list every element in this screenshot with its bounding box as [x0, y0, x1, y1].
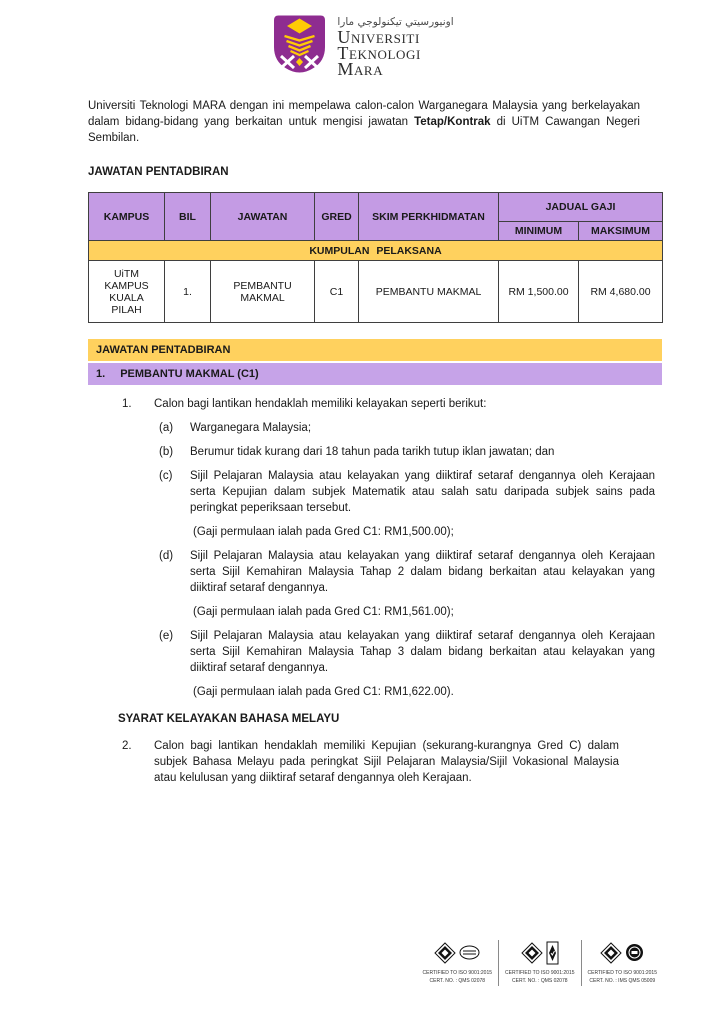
accreditation-bar-icon: [546, 941, 559, 970]
cell-maksimum: RM 4,680.00: [579, 261, 663, 323]
standards-oval-icon: [459, 945, 480, 965]
table-row: [89, 261, 663, 323]
col-header-kampus: KAMPUS: [89, 193, 165, 241]
sub-item-e-text: Sijil Pelajaran Malaysia atau kelayakan yang diiktiraf setaraf dengannya oleh Kerajaan serta Sijil Kemahiran Malaysia Tahap 3 dalam bidang berkaitan atau kelayakan yang diiktiraf setaraf dengannya.: [190, 630, 655, 674]
content-column: [88, 98, 662, 786]
certification-badge-3: [581, 940, 663, 986]
sirim-diamond-icon: [600, 942, 622, 969]
sub-item-a-label: (a): [159, 422, 174, 434]
badge-caption-line1: CERTIFIED TO ISO 9001:2015: [505, 970, 575, 976]
salary-note-e: (Gaji permulaan ialah pada Gred C1: RM1,622.00).: [193, 686, 454, 698]
col-header-jadual-gaji: JADUAL GAJI: [499, 193, 663, 222]
item-1-number: 1.: [122, 398, 132, 410]
col-header-maksimum: MAKSIMUM: [579, 222, 663, 241]
sirim-diamond-icon: [521, 942, 543, 969]
requirements-section: [88, 396, 662, 786]
logo-university-name-line2: Teknologi: [337, 43, 421, 63]
cell-kampus: UiTM KAMPUS KUALA PILAH: [89, 261, 165, 323]
badge-caption-line1: CERTIFIED TO ISO 9001:2015: [587, 970, 657, 976]
sub-item-a-text: Warganegara Malaysia;: [190, 422, 312, 434]
sub-item-e: [159, 628, 662, 676]
col-header-jawatan: JAWATAN: [211, 193, 315, 241]
badge-caption-line1: CERTIFIED TO ISO 9001:2015: [422, 970, 493, 976]
sub-item-a: [159, 420, 662, 436]
banner-jawatan-pentadbiran: JAWATAN PENTADBIRAN: [88, 339, 662, 361]
col-header-skim: SKIM PERKHIDMATAN: [359, 193, 499, 241]
certification-badge-2: [498, 940, 580, 986]
banner-pembantu-makmal: [88, 363, 662, 385]
item-1-text: Calon bagi lantikan hendaklah memiliki kelayakan seperti berikut:: [154, 398, 487, 410]
cell-minimum: RM 1,500.00: [499, 261, 579, 323]
sub-item-c: [159, 468, 662, 516]
banner-item-title: PEMBANTU MAKMAL (C1): [120, 368, 259, 380]
badge-caption-line2: CERT. NO. : QMS 02078: [512, 978, 568, 984]
badge-caption-line2: CERT. NO. : IMS QMS 05009: [589, 978, 656, 984]
requirement-item-1: [88, 396, 662, 412]
sub-item-d: [159, 548, 662, 596]
salary-note-c: (Gaji permulaan ialah pada Gred C1: RM1,500.00);: [193, 526, 454, 538]
col-header-minimum: MINIMUM: [499, 222, 579, 241]
sub-item-d-text: Sijil Pelajaran Malaysia atau kelayakan yang diiktiraf setaraf dengannya oleh Kerajaan serta Sijil Kemahiran Malaysia Tahap 2 dalam bidang berkaitan atau kelayakan yang diiktiraf setaraf dengannya.: [190, 550, 655, 594]
salary-note-d: (Gaji permulaan ialah pada Gred C1: RM1,561.00);: [193, 606, 454, 618]
intro-text-bold: Tetap/Kontrak: [414, 116, 491, 128]
sub-item-b: [159, 444, 662, 460]
logo-jawi-calligraphy: اونيورسيتي تيكنولوجي مارا: [337, 16, 454, 28]
item-2-text: Calon bagi lantikan hendaklah memiliki Kepujian (sekurang-kurangnya Gred C) dalam subjek Bahasa Melayu pada peringkat Sijil Pelajaran Malaysia/Sijil Vokasional Malaysia atau kelulusan yang diiktiraf setaraf dengannya oleh Kerajaan.: [154, 740, 619, 784]
certification-badge-1: [417, 940, 498, 986]
uitm-shield-icon: [271, 13, 328, 81]
banner-item-number: 1.: [96, 368, 106, 380]
intro-text-post: di UiTM Cawangan Negeri Sembilan.: [88, 116, 640, 144]
sub-item-b-label: (b): [159, 446, 174, 458]
cell-gred: C1: [315, 261, 359, 323]
col-header-gred: GRED: [315, 193, 359, 241]
col-header-bil: BIL: [165, 193, 211, 241]
sub-item-c-text: Sijil Pelajaran Malaysia atau kelayakan yang diiktiraf setaraf dengannya oleh Kerajaan serta Kepujian dalam subjek Matematik atau salah satu daripada subjek sains pada peringkat peperiksaan tersebut.: [190, 470, 655, 514]
sub-item-d-label: (d): [159, 550, 174, 562]
badge-caption-line2: CERT. NO. : QMS 02078: [429, 978, 486, 984]
sub-item-e-label: (e): [159, 630, 174, 642]
sub-item-c-label: (c): [159, 470, 173, 482]
certification-badges: [417, 940, 663, 986]
group-row-kumpulan-pelaksana: KUMPULAN PELAKSANA: [89, 241, 663, 261]
intro-text-pre: Universiti Teknologi MARA dengan ini mempelawa calon-calon Warganegara Malaysia yang berkelayakan dalam bidang-bidang yang berkaitan untuk mengisi jawatan: [88, 100, 640, 128]
cell-skim: PEMBANTU MAKMAL: [359, 261, 499, 323]
logo-wordmark: [337, 13, 453, 77]
cell-bil: 1.: [165, 261, 211, 323]
logo-university-name-line3: Mara: [337, 59, 384, 79]
logo-university-name-line1: Universiti: [337, 27, 420, 47]
round-seal-icon: [625, 943, 644, 967]
syarat-kelayakan-heading: SYARAT KELAYAKAN BAHASA MELAYU: [118, 713, 340, 725]
intro-paragraph: [88, 98, 640, 146]
cell-jawatan: PEMBANTU MAKMAL: [211, 261, 315, 323]
vacancy-table: [88, 192, 663, 323]
sub-item-b-text: Berumur tidak kurang dari 18 tahun pada tarikh tutup iklan jawatan; dan: [190, 446, 555, 458]
item-2-number: 2.: [122, 740, 132, 752]
uitm-logo: [0, 0, 725, 81]
requirement-item-2: [88, 738, 662, 786]
sirim-diamond-icon: [434, 942, 456, 969]
section-heading: JAWATAN PENTADBIRAN: [88, 166, 229, 178]
